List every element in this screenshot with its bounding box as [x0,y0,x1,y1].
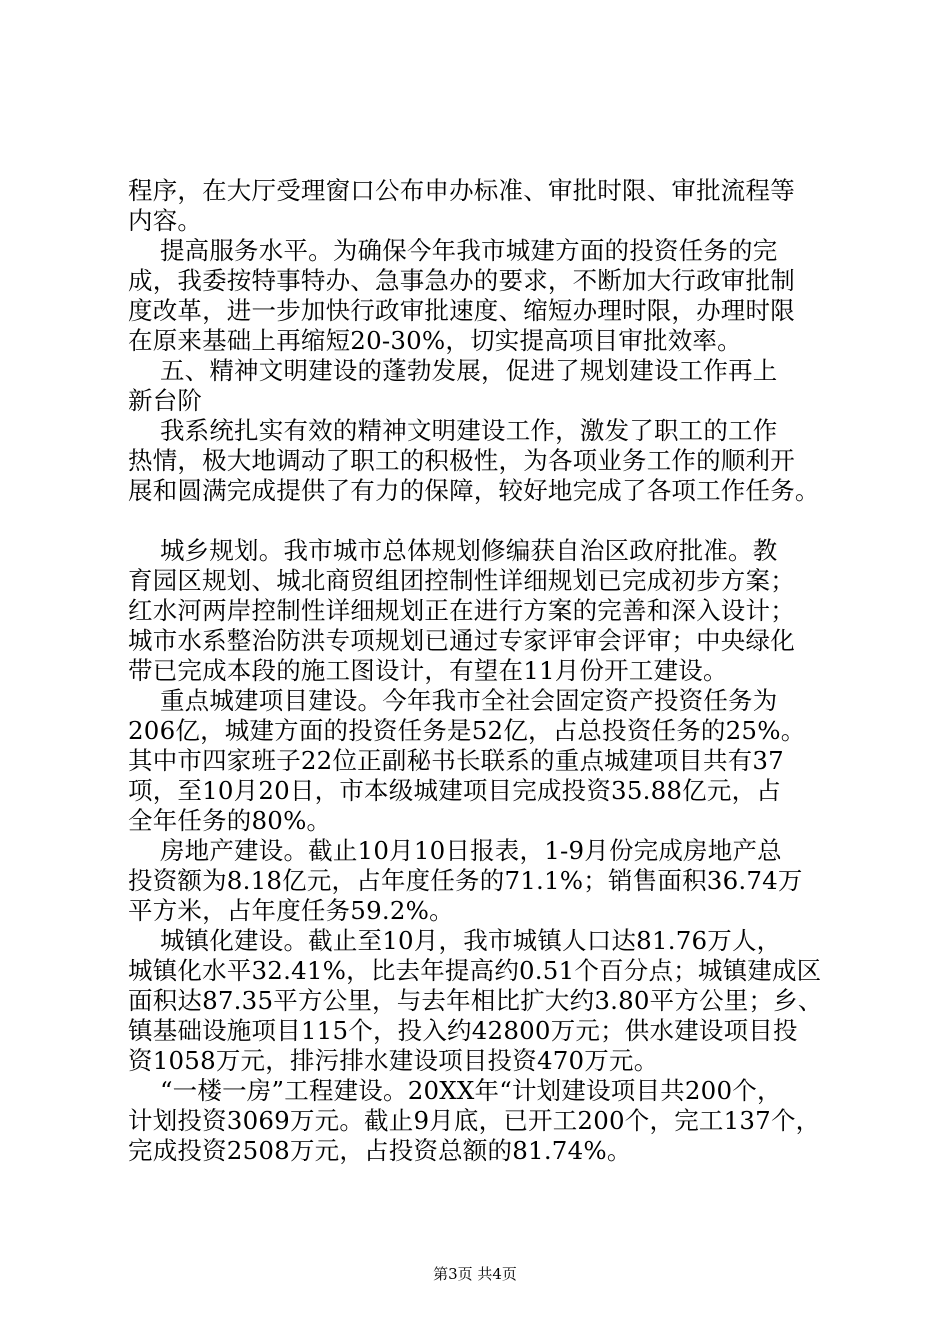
page-footer [0,1264,950,1284]
paragraph-real-estate [128,836,832,926]
page-number: 第3页 共4页 [433,1265,517,1283]
text-line: 项，至10月20日，市本级城建项目完成投资35.88亿元，占 [128,776,781,805]
text-line: 平方米，占年度任务59.2%。 [128,896,454,925]
text-line: 成，我委按特事特办、急事急办的要求，不断加大行政审批制 [128,266,795,295]
text-line: 206亿，城建方面的投资任务是52亿，占总投资任务的25%。 [128,716,806,745]
text-line: 城镇化建设。截止至10月，我市城镇人口达81.76万人， [128,926,782,955]
text-line: “一楼一房”工程建设。20XX年“计划建设项目共200个， [128,1076,782,1105]
text-line: 带已完成本段的施工图设计，有望在11月份开工建设。 [128,656,728,685]
text-line: 五、精神文明建设的蓬勃发展，促进了规划建设工作再上 [128,356,778,385]
text-line: 展和圆满完成提供了有力的保障，较好地完成了各项工作任务。 [128,476,820,505]
text-line: 度改革，进一步加快行政审批速度、缩短办理时限，办理时限 [128,296,795,325]
text-line: 育园区规划、城北商贸组团控制性详细规划已完成初步方案； [128,566,795,595]
text-line: 投资额为8.18亿元，占年度任务的71.1%；销售面积36.74万 [128,866,803,895]
text-line: 其中市四家班子22位正副秘书长联系的重点城建项目共有37 [128,746,784,775]
text-line: 房地产建设。截止10月10日报表，1-9月份完成房地产总 [128,836,782,865]
paragraph-3 [128,416,832,506]
text-line: 新台阶 [128,386,203,415]
text-line: 内容。 [128,206,203,235]
text-line: 重点城建项目建设。今年我市全社会固定资产投资任务为 [128,686,778,715]
paragraph-urbanization [128,926,832,1076]
text-line: 全年任务的80%。 [128,806,332,835]
text-line: 我系统扎实有效的精神文明建设工作，激发了职工的工作 [128,416,778,445]
text-line: 红水河两岸控制性详细规划正在进行方案的完善和深入设计； [128,596,795,625]
blank-gap [128,506,832,536]
paragraph-key-projects [128,686,832,836]
text-line: 城乡规划。我市城市总体规划修编获自治区政府批准。教 [128,536,778,565]
paragraph-urban-rural-planning [128,536,832,686]
document-body [128,176,832,1166]
text-line: 城镇化水平32.41%，比去年提高约0.51个百分点；城镇建成区 [128,956,822,985]
paragraph-1 [128,176,832,236]
section-heading-5 [128,356,832,416]
text-line: 在原来基础上再缩短20-30%，切实提高项目审批效率。 [128,326,742,355]
text-line: 资1058万元，排污排水建设项目投资470万元。 [128,1046,659,1075]
text-line: 提高服务水平。为确保今年我市城建方面的投资任务的完 [128,236,778,265]
text-line: 程序，在大厅受理窗口公布申办标准、审批时限、审批流程等 [128,176,795,205]
text-line: 热情，极大地调动了职工的积极性，为各项业务工作的顺利开 [128,446,795,475]
text-line: 面积达87.35平方公里，与去年相比扩大约3.80平方公里；乡、 [128,986,823,1015]
text-line: 计划投资3069万元。截止9月底，已开工200个，完工137个， [128,1106,821,1135]
paragraph-one-building-one-house [128,1076,832,1166]
text-line: 城市水系整治防洪专项规划已通过专家评审会评审；中央绿化 [128,626,795,655]
paragraph-2 [128,236,832,356]
text-line: 完成投资2508万元，占投资总额的81.74%。 [128,1136,632,1165]
text-line: 镇基础设施项目115个，投入约42800万元；供水建设项目投 [128,1016,798,1045]
